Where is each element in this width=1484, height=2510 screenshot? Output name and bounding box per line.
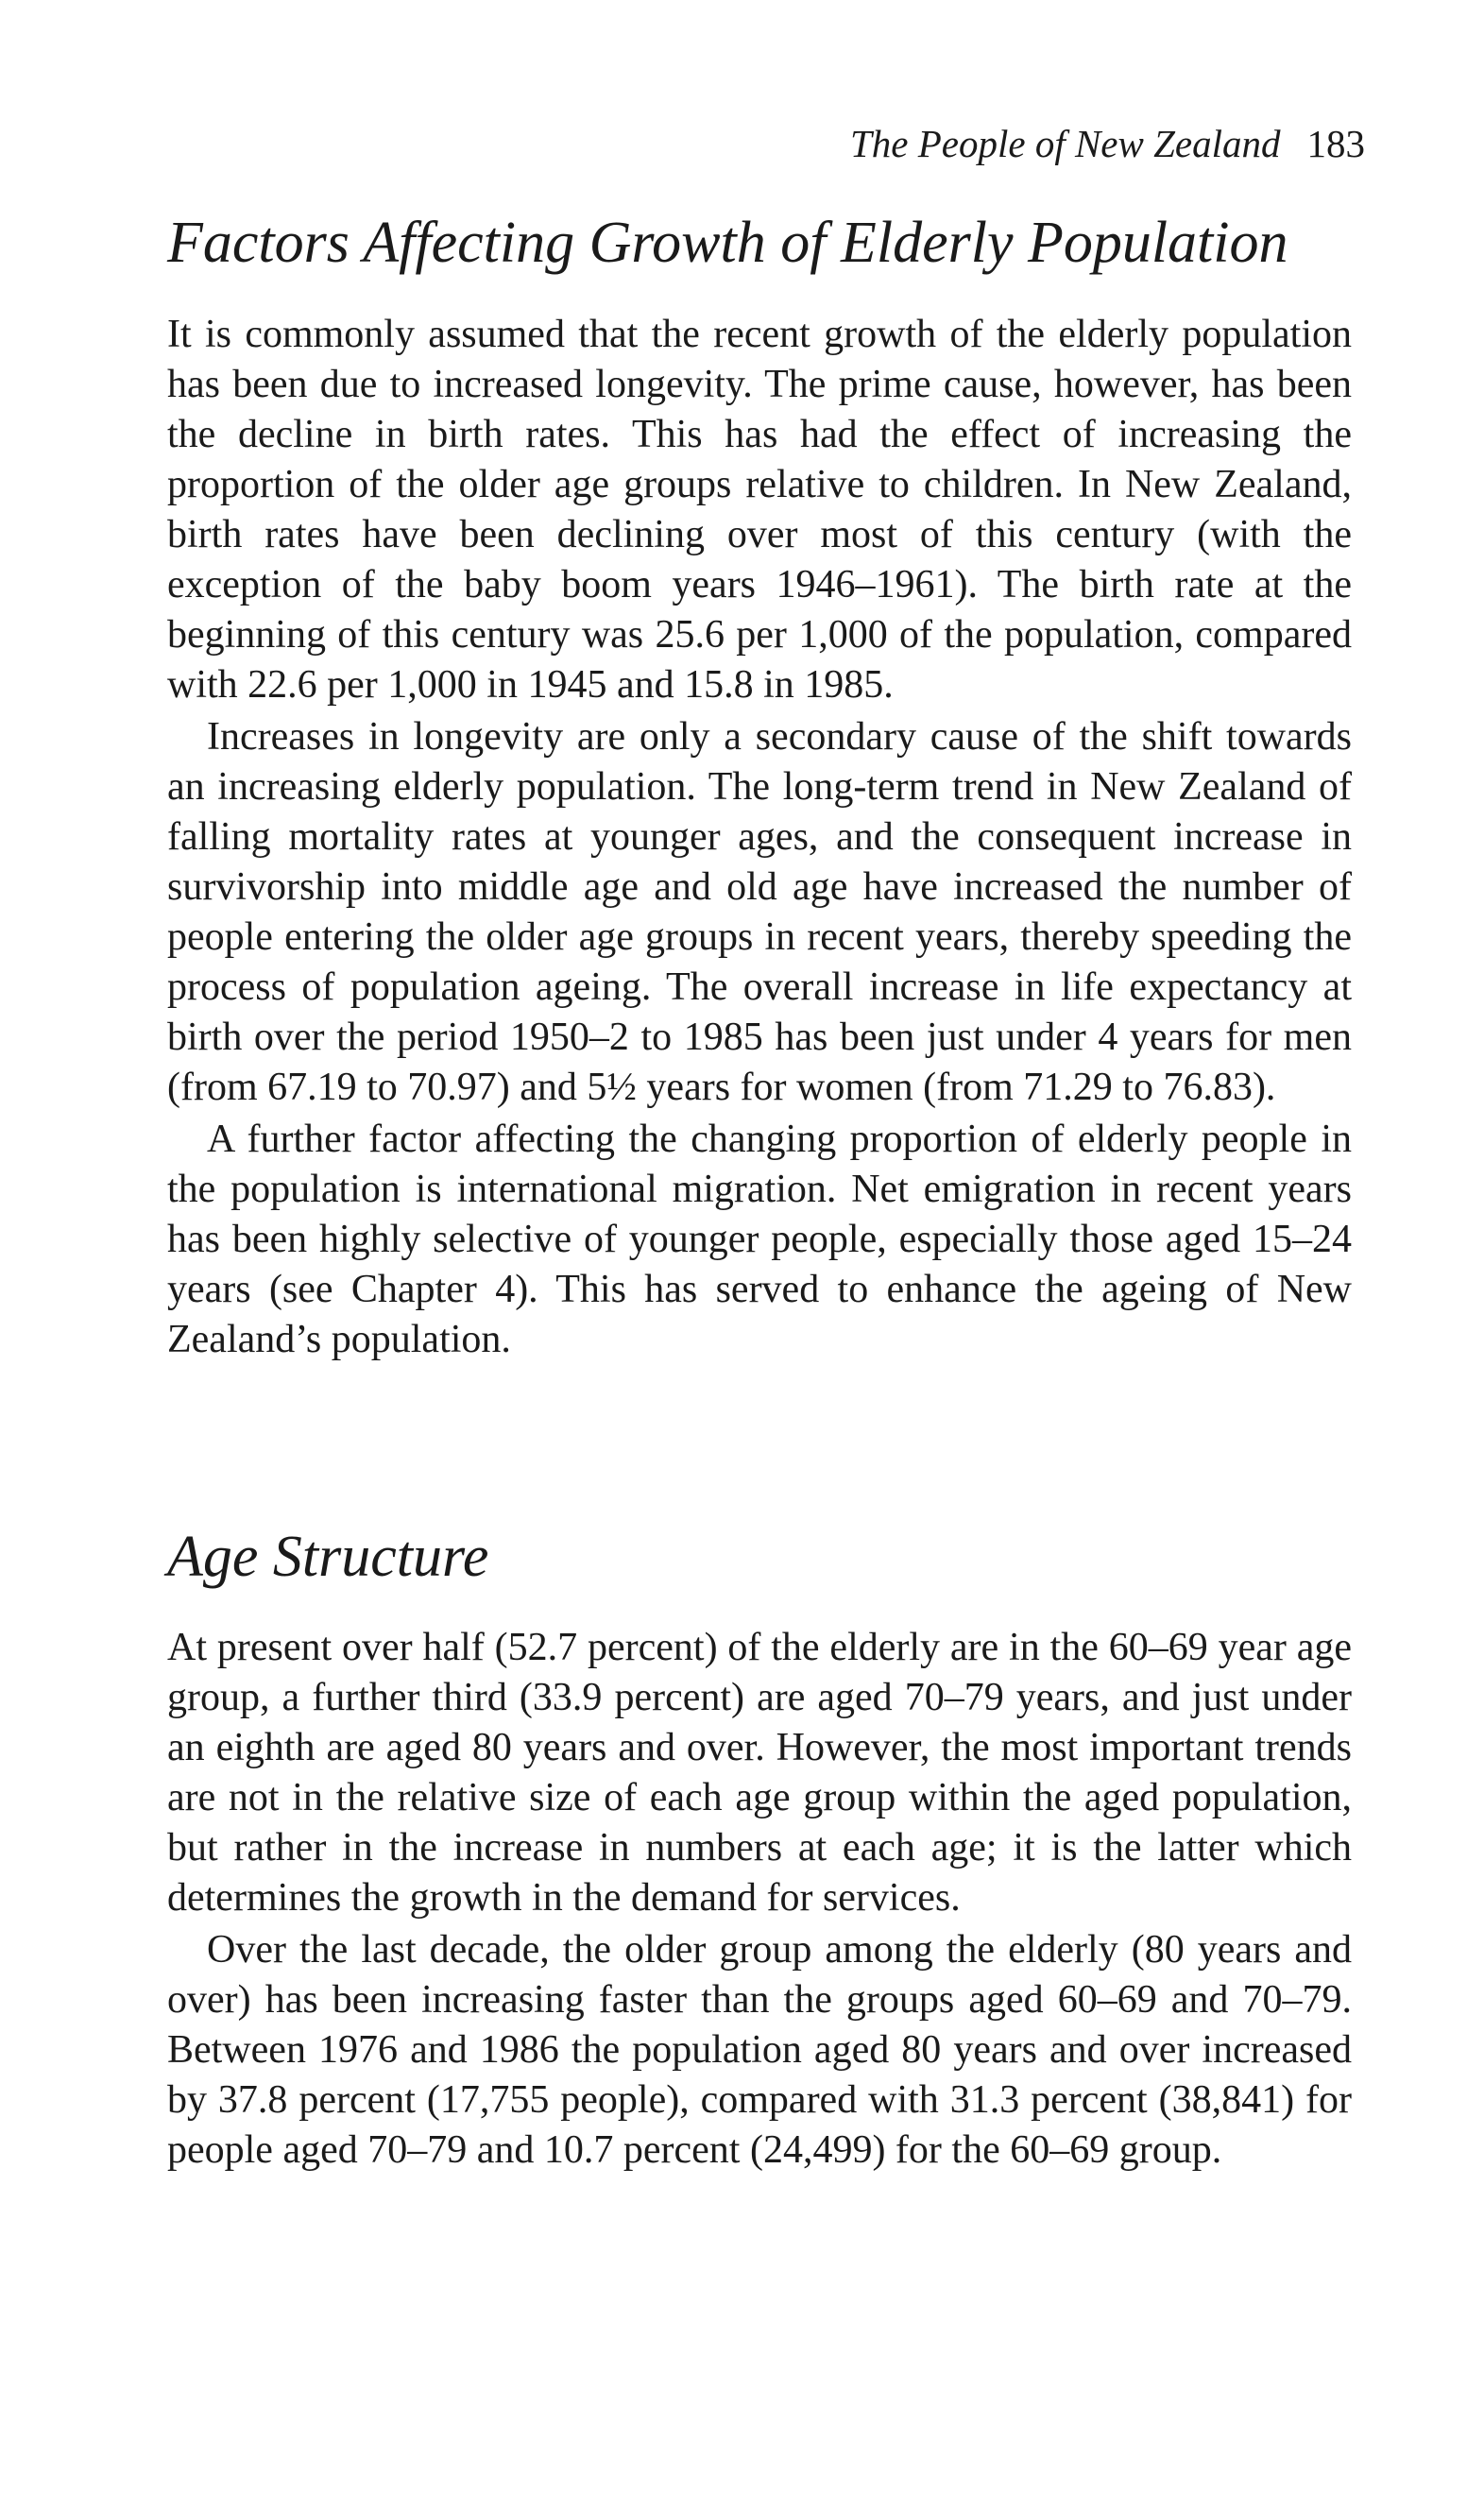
running-head-title: The People of New Zealand [849,122,1281,165]
paragraph: Increases in longevity are only a secondary cause of the shift towards an increasing elderly population. The long-term trend in New Zealand of falling mortality rates at younger ages, and the consequent increase in survivorship into middle age and old age have increased the number of people entering the older age groups in recent years, thereby speeding the process of population ageing. The overall increase in life expectancy at birth over the period 1950–2 to 1985 has been just under 4 years for men (from 67.19 to 70.97) and 5½ years for women (from 71.29 to 76.83). [167,715,1352,1109]
section-heading-factors: Factors Affecting Growth of Elderly Population [167,211,1288,275]
paragraph: At present over half (52.7 percent) of the elderly are in the 60–69 year age group, a further third (33.9 percent) are aged 70–79 years, and just under an eighth are aged 80 years and over. However, the most important trends are not in the relative size of each age group within the aged population, but rather in the increase in numbers at each age; it is the latter which determines the growth in the demand for services. [167,1626,1352,1920]
paragraph: Over the last decade, the older group among the elderly (80 years and over) has been increasing faster than the groups aged 60–69 and 70–79. Between 1976 and 1986 the population aged 80 years and over increased by 37.8 percent (17,755 people), compared with 31.3 percent (38,841) for people aged 70–79 and 10.7 percent (24,499) for the 60–69 group. [167,1928,1352,2172]
page-number: 183 [1306,122,1365,165]
section-body-age-structure [167,1623,1352,2176]
section-heading-age-structure: Age Structure [167,1525,489,1589]
running-head [850,121,1365,166]
section-body-factors [167,310,1352,1365]
paragraph: It is commonly assumed that the recent growth of the elderly population has been due to increased longevity. The prime cause, however, has been the decline in birth rates. This has had the effect of increasing the proportion of the older age groups relative to children. In New Zealand, birth rates have been declining over most of this century (with the exception of the baby boom years 1946–1961). The birth rate at the beginning of this century was 25.6 per 1,000 of the population, compared with 22.6 per 1,000 in 1945 and 15.8 in 1985. [167,313,1352,707]
paragraph: A further factor affecting the changing proportion of elderly people in the population is international migration. Net emigration in recent years has been highly selective of younger people, especially those aged 15–24 years (see Chapter 4). This has served to enhance the ageing of New Zealand’s population. [167,1118,1352,1361]
